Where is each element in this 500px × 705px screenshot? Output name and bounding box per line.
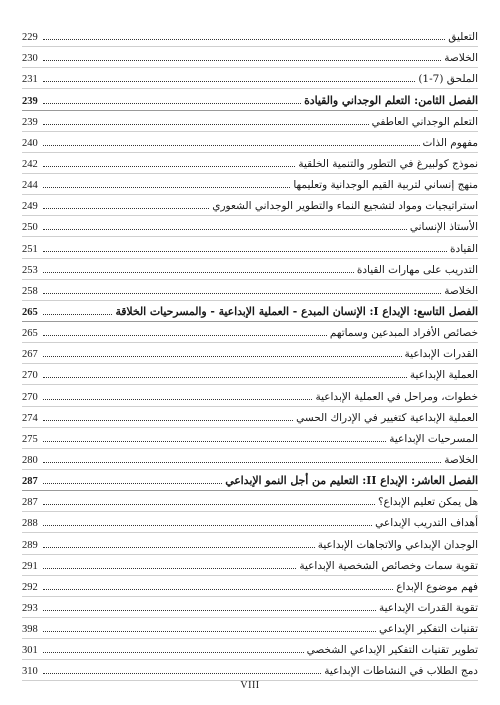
dot-leader [43, 420, 293, 421]
toc-entry-title: الأستاذ الإنساني [409, 221, 478, 234]
toc-entry [22, 449, 478, 470]
toc-entry-title: الخلاصة [444, 52, 478, 65]
toc-entry-title: تقنيات التفكير الإبداعي [379, 623, 478, 636]
toc-entry-title: الملحق (7-1) [418, 73, 478, 86]
toc-entry-title: التدريب على مهارات القيادة [356, 263, 478, 276]
dot-leader [43, 208, 209, 209]
toc-entry-page: 287 [22, 476, 38, 488]
toc-entry-page: 265 [22, 306, 38, 318]
dot-leader [43, 314, 112, 315]
toc-entry-page: 293 [22, 602, 38, 614]
dot-leader [43, 229, 407, 230]
toc-entry [22, 428, 478, 449]
toc-entry-page: 258 [22, 285, 38, 297]
toc-entry-page: 249 [22, 201, 38, 213]
toc-entry-title: المسرحيات الإبداعية [389, 432, 478, 445]
toc-entry [22, 533, 478, 554]
dot-leader [43, 251, 447, 252]
toc-entry-title: العملية الإبداعية كتغيير في الإدراك الحسي [296, 411, 478, 424]
dot-leader [43, 504, 375, 505]
toc-entry [22, 491, 478, 512]
toc-entry-page: 288 [22, 518, 38, 530]
toc-entry [22, 111, 478, 132]
toc-chapter-heading [22, 470, 478, 491]
dot-leader [43, 399, 312, 400]
toc-entry-title: هل يمكن تعليم الإبداع؟ [377, 496, 478, 509]
dot-leader [43, 166, 295, 167]
dot-leader [43, 145, 420, 146]
dot-leader [43, 483, 222, 484]
toc-chapter-heading [22, 89, 478, 110]
toc-entry [22, 174, 478, 195]
toc-entry-page: 250 [22, 222, 38, 234]
toc-entry-page: 310 [22, 666, 38, 678]
toc-entry [22, 555, 478, 576]
toc-entry [22, 195, 478, 216]
dot-leader [43, 39, 445, 40]
toc-entry [22, 153, 478, 174]
dot-leader [43, 525, 372, 526]
dot-leader [43, 441, 386, 442]
toc-entry-page: 239 [22, 116, 38, 128]
toc-entry-page: 292 [22, 581, 38, 593]
toc-entry [22, 47, 478, 68]
dot-leader [43, 335, 327, 336]
toc-entry [22, 259, 478, 280]
toc-entry-title: الخلاصة [444, 453, 478, 466]
toc-entry-page: 287 [22, 497, 38, 509]
toc-entry-title: مفهوم الذات [422, 136, 478, 149]
toc-entry-title: منهج إنساني لتربية القيم الوجدانية وتعليمها [293, 179, 478, 192]
toc-entry-title: الخلاصة [444, 284, 478, 297]
dot-leader [43, 103, 301, 104]
toc-entry-page: 239 [22, 95, 38, 107]
toc-entry-title: تقوية القدرات الإبداعية [378, 601, 478, 614]
dot-leader [43, 272, 354, 273]
toc-entry-page: 265 [22, 328, 38, 340]
toc-entry-title: الفصل الثامن: التعلم الوجداني والقيادة [304, 93, 478, 107]
toc-entry [22, 322, 478, 343]
toc-entry [22, 280, 478, 301]
toc-entry-page: 270 [22, 370, 38, 382]
toc-entry-title: العملية الإبداعية [409, 369, 478, 382]
dot-leader [43, 568, 296, 569]
dot-leader [43, 547, 315, 548]
toc-entry [22, 237, 478, 258]
dot-leader [43, 631, 376, 632]
dot-leader [43, 462, 441, 463]
toc-entry [22, 132, 478, 153]
toc-entry-title: خطوات، ومراحل في العملية الإبداعية [315, 390, 478, 403]
toc-entry-title: تطوير تقنيات التفكير الإبداعي الشخصي [306, 644, 478, 657]
table-of-contents [22, 26, 478, 681]
toc-entry-title: القدرات الإبداعية [404, 348, 478, 361]
toc-entry-page: 280 [22, 454, 38, 466]
toc-entry-title: دمج الطلاب في النشاطات الإبداعية [324, 665, 478, 678]
toc-entry-title: الفصل التاسع: الإبداع I: الإنسان المبدع - العملية الإبداعية - والمسرحيات الخلاقة [115, 304, 478, 318]
toc-entry-title: استراتيجيات ومواد لتشجيع النماء والتطوير الوجداني الشعوري [212, 200, 478, 213]
dot-leader [43, 187, 290, 188]
toc-entry [22, 407, 478, 428]
toc-entry-title: تقوية سمات وخصائص الشخصية الإبداعية [299, 559, 478, 572]
dot-leader [43, 610, 376, 611]
toc-entry-page: 274 [22, 412, 38, 424]
toc-entry-title: القيادة [450, 242, 478, 255]
toc-entry-page: 270 [22, 391, 38, 403]
toc-entry [22, 597, 478, 618]
toc-entry-title: فهم موضوع الإبداع [396, 580, 478, 593]
toc-entry-title: التعليق [448, 31, 478, 44]
toc-entry-title: أهداف التدريب الإبداعي [375, 517, 478, 530]
toc-entry-page: 231 [22, 74, 38, 86]
toc-entry [22, 68, 478, 89]
dot-leader [43, 356, 402, 357]
toc-entry-page: 251 [22, 243, 38, 255]
dot-leader [43, 60, 441, 61]
toc-entry-title: نموذج كولبيرغ في التطور والتنمية الخلقية [298, 157, 478, 170]
toc-entry [22, 660, 478, 681]
toc-entry-page: 229 [22, 32, 38, 44]
toc-entry [22, 343, 478, 364]
toc-entry [22, 512, 478, 533]
toc-entry [22, 618, 478, 639]
toc-entry-page: 244 [22, 180, 38, 192]
toc-entry-title: الفصل العاشر: الإبداع II: التعليم من أجل النمو الإبداعي [225, 474, 478, 488]
toc-entry [22, 385, 478, 406]
dot-leader [43, 81, 415, 82]
dot-leader [43, 589, 393, 590]
toc-entry-page: 242 [22, 158, 38, 170]
toc-entry [22, 364, 478, 385]
toc-entry [22, 576, 478, 597]
toc-entry-page: 240 [22, 137, 38, 149]
toc-entry-page: 275 [22, 433, 38, 445]
toc-entry-page: 398 [22, 624, 38, 636]
dot-leader [43, 293, 441, 294]
toc-entry-title: الوجدان الإبداعي والاتجاهات الإبداعية [317, 538, 478, 551]
page-number-footer: VIII [240, 680, 260, 691]
dot-leader [43, 652, 304, 653]
toc-entry-page: 230 [22, 53, 38, 65]
toc-entry-page: 289 [22, 539, 38, 551]
toc-entry-page: 267 [22, 349, 38, 361]
toc-entry [22, 639, 478, 660]
toc-entry-title: التعلم الوجداني العاطفي [371, 115, 478, 128]
toc-entry-page: 253 [22, 264, 38, 276]
toc-entry [22, 216, 478, 237]
toc-entry-title: خصائص الأفراد المبدعين وسماتهم [329, 327, 478, 340]
toc-entry-page: 301 [22, 645, 38, 657]
toc-entry [22, 26, 478, 47]
dot-leader [43, 673, 321, 674]
dot-leader [43, 377, 407, 378]
dot-leader [43, 124, 369, 125]
toc-entry-page: 291 [22, 560, 38, 572]
toc-chapter-heading [22, 301, 478, 322]
